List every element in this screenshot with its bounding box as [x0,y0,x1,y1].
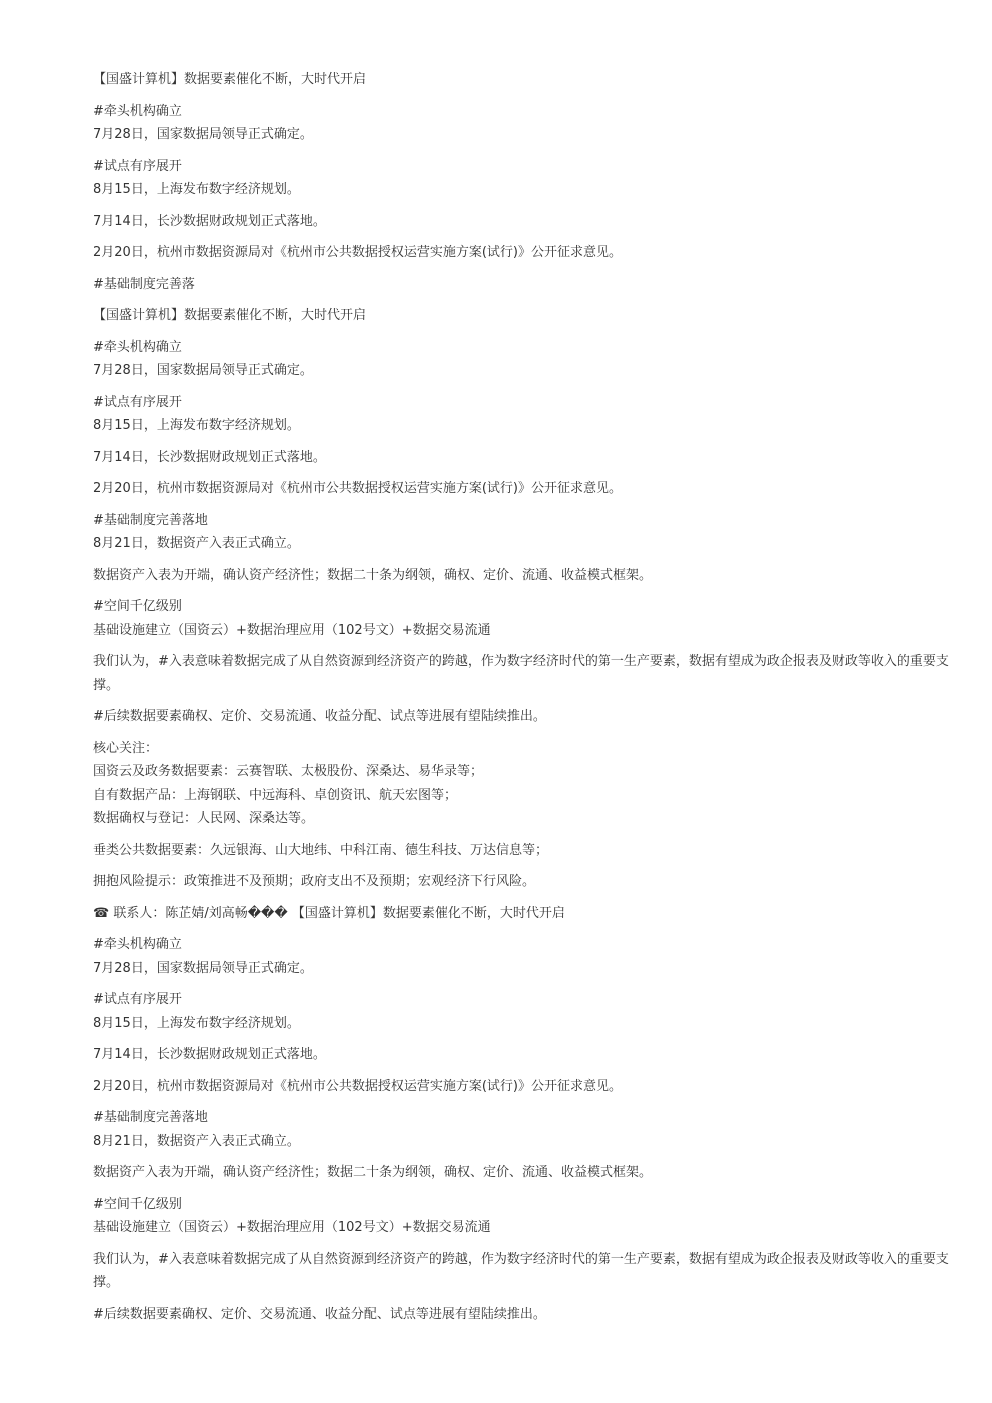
text-line: #牵头机构确立 [93,103,182,119]
text-line: 7月28日，国家数据局领导正式确定。 [93,960,313,976]
paragraph [93,1303,953,1327]
text-line: #试点有序展开 [93,158,182,174]
text-line: 2月20日，杭州市数据资源局对《杭州市公共数据授权运营实施方案(试行)》公开征求意见。 [93,245,622,260]
paragraph [93,241,953,265]
text-line: #基础制度完善落 [93,276,195,292]
text-line: 我们认为，#入表意味着数据完成了从自然资源到经济资产的跨越，作为数字经济时代的第一生产要素，数据有望成为政企报表及财政等收入的重要支撑。 [93,1251,949,1290]
text-line: #空间千亿级别 [93,599,182,614]
paragraph [93,100,953,147]
paragraph [93,650,953,697]
text-line: 核心关注： [93,740,159,756]
text-line: 基础设施建立（国资云）+数据治理应用（102号文）+数据交易流通 [93,1220,491,1235]
text-line: #牵头机构确立 [93,339,182,355]
paragraph [93,509,953,556]
text-line: #基础制度完善落地 [93,512,208,528]
paragraph [93,304,953,328]
text-line: 数据资产入表为开端，确认资产经济性；数据二十条为纲领，确权、定价、流通、收益模式框架。 [93,1165,653,1180]
text-line: ☎ 联系人：陈芷婧/刘高畅��� 【国盛计算机】数据要素催化不断，大时代开启 [93,905,565,921]
paragraph [93,902,953,926]
text-line: 基础设施建立（国资云）+数据治理应用（102号文）+数据交易流通 [93,622,491,638]
text-line: 垂类公共数据要素：久远银海、山大地纬、中科江南、德生科技、万达信息等； [93,842,549,858]
text-line: 自有数据产品：上海钢联、中远海科、卓创资讯、航天宏图等； [93,787,458,803]
text-line: #后续数据要素确权、定价、交易流通、收益分配、试点等进展有望陆续推出。 [93,709,546,724]
text-line: 7月14日，长沙数据财政规划正式落地。 [93,1047,326,1062]
paragraph [93,68,953,92]
text-line: 8月21日，数据资产入表正式确立。 [93,536,300,551]
paragraph [93,1075,953,1099]
paragraph [93,1248,953,1295]
paragraph [93,1193,953,1240]
text-line: #试点有序展开 [93,394,182,410]
text-line: 7月14日，长沙数据财政规划正式落地。 [93,449,326,465]
text-line: 数据确权与登记：人民网、深桑达等。 [93,811,315,826]
text-line: 8月15日，上海发布数字经济规划。 [93,418,300,433]
text-line: #基础制度完善落地 [93,1110,208,1125]
text-line: 2月20日，杭州市数据资源局对《杭州市公共数据授权运营实施方案(试行)》公开征求意见。 [93,1078,622,1094]
text-line: 7月14日，长沙数据财政规划正式落地。 [93,213,326,229]
text-line: 8月15日，上海发布数字经济规划。 [93,182,300,197]
text-line: 国资云及政务数据要素：云赛智联、太极股份、深桑达、易华录等； [93,764,484,779]
text-line: 7月28日，国家数据局领导正式确定。 [93,363,313,378]
paragraph [93,933,953,980]
paragraph [93,595,953,642]
paragraph [93,1043,953,1067]
paragraph [93,1161,953,1185]
paragraph [93,477,953,501]
paragraph [93,1106,953,1153]
paragraph [93,446,953,470]
paragraph [93,839,953,863]
text-line: 8月15日，上海发布数字经济规划。 [93,1015,300,1031]
paragraph [93,391,953,438]
text-line: 【国盛计算机】数据要素催化不断，大时代开启 [93,308,367,323]
paragraph [93,273,953,297]
text-line: #牵头机构确立 [93,937,182,952]
paragraph [93,155,953,202]
text-line: #试点有序展开 [93,992,182,1007]
paragraph [93,564,953,588]
paragraph [93,737,953,831]
text-line: #空间千亿级别 [93,1196,182,1212]
document-body [93,68,953,1334]
text-line: #后续数据要素确权、定价、交易流通、收益分配、试点等进展有望陆续推出。 [93,1306,546,1322]
text-line: 数据资产入表为开端，确认资产经济性；数据二十条为纲领，确权、定价、流通、收益模式框架。 [93,567,653,583]
text-line: 拥抱风险提示：政策推进不及预期；政府支出不及预期；宏观经济下行风险。 [93,874,536,889]
paragraph [93,870,953,894]
paragraph [93,988,953,1035]
text-line: 8月21日，数据资产入表正式确立。 [93,1133,300,1149]
text-line: 2月20日，杭州市数据资源局对《杭州市公共数据授权运营实施方案(试行)》公开征求意见。 [93,481,622,496]
paragraph [93,336,953,383]
paragraph [93,705,953,729]
text-line: 我们认为，#入表意味着数据完成了从自然资源到经济资产的跨越，作为数字经济时代的第一生产要素，数据有望成为政企报表及财政等收入的重要支撑。 [93,654,949,693]
text-line: 7月28日，国家数据局领导正式确定。 [93,127,313,142]
text-line: 【国盛计算机】数据要素催化不断，大时代开启 [93,72,367,87]
paragraph [93,210,953,234]
